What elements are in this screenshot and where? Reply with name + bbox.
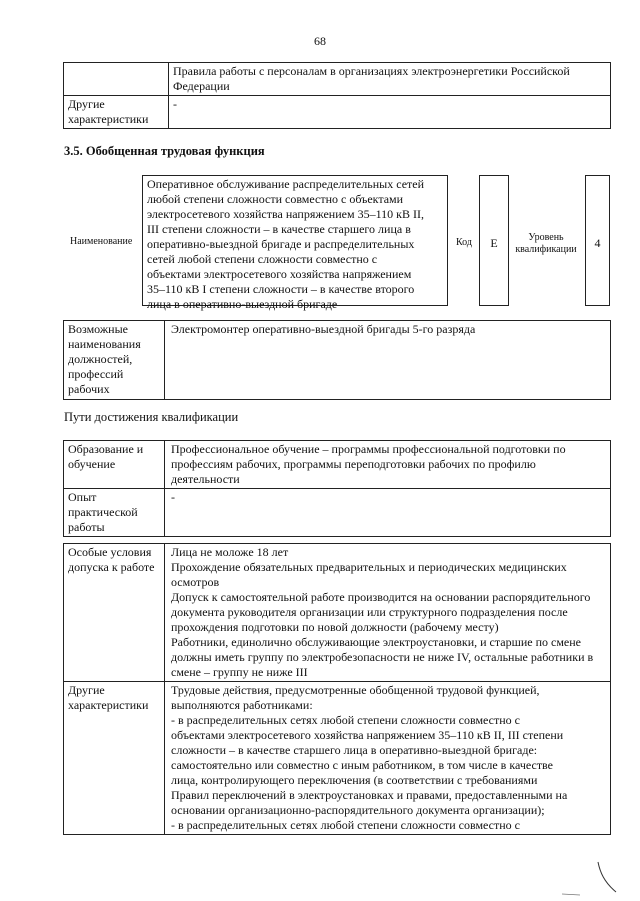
positions-label-line: наименования xyxy=(68,337,141,351)
level-value: 4 xyxy=(585,175,610,306)
function-name-line: объектами электросетевого хозяйства напряжением xyxy=(147,267,412,281)
other-line: объектами электросетевого хозяйства напряжением 35–110 кВ II, III степени xyxy=(171,728,564,742)
positions-label-line: профессий xyxy=(68,367,124,381)
experience-label: Опыт практической работы xyxy=(64,489,165,537)
function-name-line: электросетевого хозяйства напряжением 35–110 кВ II, xyxy=(147,207,424,221)
other-line: сложности – в качестве старшего лица в оперативно-выездной бригаде: xyxy=(171,743,538,757)
level-label-line: квалификации xyxy=(515,244,577,255)
conditions-other-text xyxy=(165,682,611,835)
other-line: самостоятельно или совместно с иным работником, в том числе в качестве xyxy=(171,758,553,772)
code-label: Код xyxy=(456,237,472,248)
other-line: основании организационно-распорядительного документа организации); xyxy=(171,803,545,817)
conditions-other-label: Другие характеристики xyxy=(64,682,165,835)
positions-value: Электромонтер оперативно-выездной бригады 5-го разряда xyxy=(165,321,611,400)
function-name-line: Оперативное обслуживание распределительных сетей xyxy=(147,177,425,191)
function-name-line: сетей любой степени сложности совместно с xyxy=(147,252,378,266)
condition-item: Работники, единолично обслуживающие электроустановки, и старшие по смене должны иметь группу по электробезопасности не ниже IV, остальные работники в смене – группу не ниже III xyxy=(171,635,594,679)
signature-mark xyxy=(560,858,620,898)
condition-item: Допуск к самостоятельной работе производится на основании распорядительного документа руководителя организации или структурного подразделения после прохождения подготовки по новой должности (рабочему месту) xyxy=(171,590,591,634)
positions-table xyxy=(63,320,611,400)
other-characteristics-label: Другие характеристики xyxy=(64,96,169,129)
code-value: E xyxy=(479,175,509,306)
function-name-line: 35–110 кВ I степени сложности – в качестве второго xyxy=(147,282,415,296)
function-name-line: оперативно-выездной бригаде и распределительных xyxy=(147,237,415,251)
positions-label-line: рабочих xyxy=(68,382,110,396)
positions-label xyxy=(64,321,165,400)
function-name-line: III степени сложности – в качестве старшего лица в xyxy=(147,222,411,236)
page-number: 68 xyxy=(314,34,326,48)
top-table xyxy=(63,62,611,129)
conditions-table xyxy=(63,543,611,835)
other-line: - в распределительных сетях любой степени сложности совместно с xyxy=(171,713,520,727)
name-label: Наименование xyxy=(70,236,133,247)
education-value: Профессиональное обучение – программы профессиональной подготовки по профессиям рабочих, программы переподготовки рабочих по профилю деятельности xyxy=(165,441,611,489)
level-label-line: Уровень xyxy=(528,232,564,243)
function-name-line: лица в оперативно-выездной бригаде xyxy=(147,297,338,311)
other-line: Правил переключений в электроустановках и правами, предоставленными на xyxy=(171,788,568,802)
paths-heading: Пути достижения квалификации xyxy=(64,410,239,424)
function-name-line: любой степени сложности совместно с объектами xyxy=(147,192,404,206)
other-line: лица, контролирующего переключения (в соответствии с требованиями xyxy=(171,773,538,787)
level-label xyxy=(510,232,582,256)
other-line: Трудовые действия, предусмотренные обобщенной трудовой функцией, xyxy=(171,683,540,697)
education-table xyxy=(63,440,611,537)
education-label: Образование и обучение xyxy=(64,441,165,489)
section-heading: 3.5. Обобщенная трудовая функция xyxy=(64,144,265,158)
function-name-box xyxy=(142,175,448,311)
top-table-empty-cell xyxy=(64,63,169,96)
other-line: - в распределительных сетях любой степени сложности совместно с xyxy=(171,818,520,832)
experience-value: - xyxy=(165,489,611,537)
positions-label-line: должностей, xyxy=(68,352,133,366)
condition-item: Лица не моложе 18 лет xyxy=(171,545,289,559)
condition-item: Прохождение обязательных предварительных и периодических медицинских осмотров xyxy=(171,560,567,589)
other-line: выполняются работниками: xyxy=(171,698,313,712)
positions-label-line: Возможные xyxy=(68,322,128,336)
other-characteristics-value: - xyxy=(169,96,611,129)
rules-text: Правила работы с персоналам в организациях электроэнергетики Российской Федерации xyxy=(169,63,611,96)
conditions-label: Особые условия допуска к работе xyxy=(64,544,165,682)
conditions-items xyxy=(165,544,611,682)
